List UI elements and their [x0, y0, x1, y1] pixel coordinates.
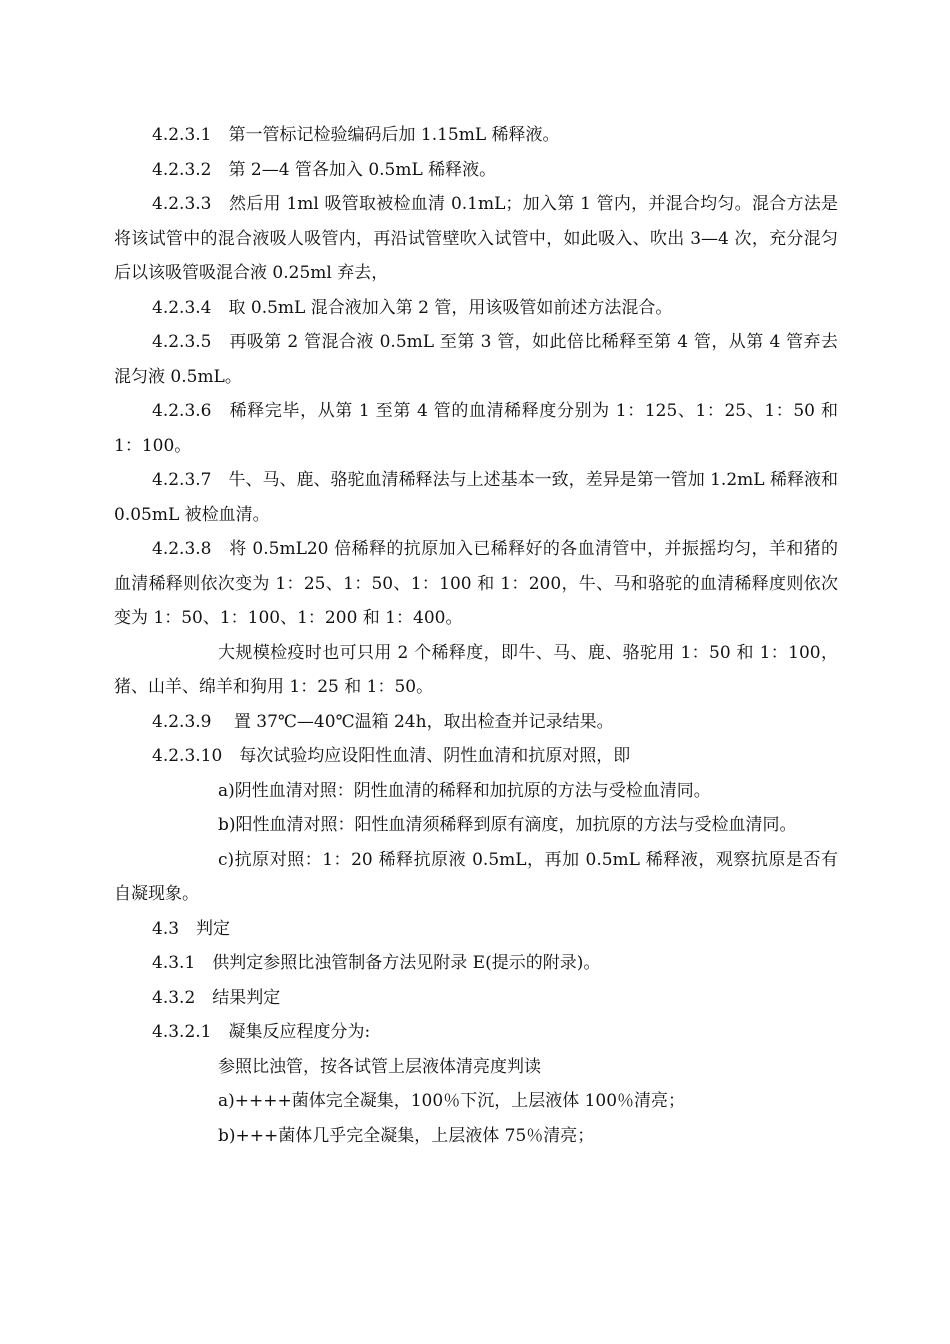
paragraph-4-2-3-5: 4.2.3.5 再吸第 2 管混合液 0.5mL 至第 3 管，如此倍比稀释至第 4 管，从第 4 管弃去混匀液 0.5mL。: [114, 332, 838, 387]
list-item-antigen-control: c)抗原对照：1：20 稀释抗原液 0.5mL，再加 0.5mL 稀释液，观察抗原是否有自凝现象。: [114, 849, 838, 904]
paragraph-4-3-2: 4.3.2 结果判定: [152, 987, 281, 1008]
paragraph-reference-tube: 参照比浊管，按各试管上层液体清亮度判读: [218, 1056, 541, 1077]
paragraph-4-2-3-8: 4.2.3.8 将 0.5mL20 倍稀释的抗原加入已稀释好的各血清管中，并振摇均匀，羊和猪的血清稀释则依次变为 1：25、1：50、1：100 和 1：200，牛、马和骆驼的血清稀释度则依次变为 1：50、1：100、1：200 和 1：400。: [114, 539, 838, 628]
paragraph-4-2-3-6: 4.2.3.6 稀释完毕，从第 1 至第 4 管的血清稀释度分别为 1：125、1：25、1：50 和 1：100。: [114, 401, 838, 456]
paragraph-4-2-3-2: 4.2.3.2 第 2—4 管各加入 0.5mL 稀释液。: [152, 159, 497, 180]
paragraph-4-2-3-10: 4.2.3.10 每次试验均应设阳性血清、阴性血清和抗原对照，即: [152, 746, 631, 766]
list-item-grade-4plus: a)++++菌体完全凝集，100％下沉，上层液体 100％清亮；: [218, 1091, 686, 1111]
paragraph-4-3-2-1: 4.3.2.1 凝集反应程度分为:: [152, 1022, 371, 1042]
list-item-positive-control: b)阳性血清对照：阳性血清须稀释到原有滴度，加抗原的方法与受检血清同。: [218, 815, 797, 835]
paragraph-4-2-3-4: 4.2.3.4 取 0.5mL 混合液加入第 2 管，用该吸管如前述方法混合。: [152, 297, 673, 318]
paragraph-4-2-3-1: 4.2.3.1 第一管标记检验编码后加 1.15mL 稀释液。: [152, 125, 560, 145]
list-item-negative-control: a)阴性血清对照：阴性血清的稀释和加抗原的方法与受检血清同。: [218, 780, 711, 801]
paragraph-4-2-3-7: 4.2.3.7 牛、马、鹿、骆驼血清稀释法与上述基本一致，差异是第一管加 1.2mL 稀释液和 0.05mL 被检血清。: [114, 470, 838, 525]
paragraph-4-2-3-3: 4.2.3.3 然后用 1ml 吸管取被检血清 0.1mL；加入第 1 管内，并混合均匀。混合方法是将该试管中的混合液吸人吸管内，再沿试管壁吹入试管中，如此吸入、吹出 3—4 次，充分混匀后以该吸管吸混合液 0.25ml 弃去，: [114, 194, 838, 283]
document-body: [114, 118, 838, 1153]
paragraph-4-2-3-9: 4.2.3.9 置 37℃—40℃温箱 24h，取出检查并记录结果。: [152, 711, 614, 732]
paragraph-4-3-1: 4.3.1 供判定参照比浊管制备方法见附录 E(提示的附录)。: [152, 953, 601, 973]
list-item-grade-3plus: b)+++菌体几乎完全凝集，上层液体 75％清亮；: [218, 1125, 595, 1146]
section-heading-4-3: 4.3 判定: [152, 918, 231, 939]
paragraph-large-scale-note: 大规模检疫时也可只用 2 个稀释度，即牛、马、鹿、骆驼用 1：50 和 1：100，猪、山羊、绵羊和狗用 1：25 和 1：50。: [114, 642, 838, 697]
